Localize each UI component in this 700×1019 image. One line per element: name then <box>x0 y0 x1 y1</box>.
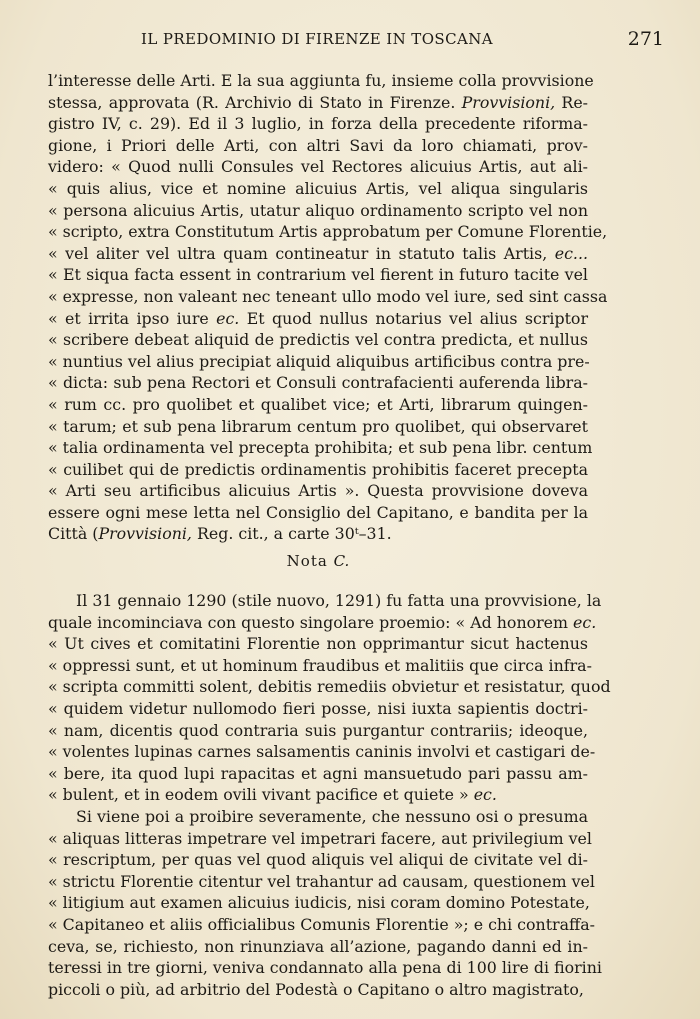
text-line: « tarum; et sub pena librarum centum pro quolibet, qui observaret <box>48 416 588 436</box>
text-line: « vel aliter vel ultra quam contineatur in statuto talis Artis, ec... <box>48 243 588 263</box>
text-line: essere ogni mese letta nel Consiglio del Capitano, e bandita per la <box>48 502 588 522</box>
page-header <box>48 28 664 54</box>
text-line: « scripto, extra Constitutum Artis approbatum per Comune Florentie, <box>48 222 608 242</box>
note-label: Nota <box>286 552 328 570</box>
text-line: « Ut cives et comitatini Florentie non opprimantur sicut hactenus <box>48 634 588 654</box>
text-line: « scribere debeat aliquid de predictis vel contra predicta, et nullus <box>48 330 588 350</box>
text-line: « Arti seu artificibus alicuius Artis ». Questa provvisione doveva <box>48 481 588 501</box>
text-line: Città (Provvisioni, Reg. cit., a carte 30ᵗ–31. <box>48 524 392 544</box>
text-line: piccoli o più, ad arbitrio del Podestà o Capitano o altro magistrato, <box>48 979 584 999</box>
text-line: « nuntius vel alius precipiat aliquid aliquibus artificibus contra pre- <box>48 351 590 371</box>
text-line: « cuilibet qui de predictis ordinamentis prohibitis faceret precepta <box>48 459 588 479</box>
text-line: « strictu Florentie citentur vel trahantur ad causam, questionem vel <box>48 871 595 891</box>
text-line: gistro IV, c. 29). Ed il 3 luglio, in forza della precedente riforma- <box>48 114 588 134</box>
text-line: « quis alius, vice et nomine alicuius Artis, vel aliqua singularis <box>48 178 588 198</box>
note-letter: C. <box>333 552 350 570</box>
text-line: « rescriptum, per quas vel quod aliquis vel aliqui de civitate vel di- <box>48 850 588 870</box>
text-line: teressi in tre giorni, veniva condannato alla pena di 100 lire di fiorini <box>48 958 602 978</box>
text-line: « talia ordinamenta vel precepta prohibita; et sub pena libr. centum <box>48 438 593 458</box>
text-line: Si viene poi a proibire severamente, che nessuno osi o presuma <box>76 806 588 826</box>
text-line: l’interesse delle Arti. E la sua aggiunta fu, insieme colla provvisione <box>48 71 594 90</box>
text-line: « persona alicuius Artis, utatur aliquo ordinamento scripto vel non <box>48 200 588 220</box>
paragraph-nota-c <box>48 590 611 1000</box>
text-line: « dicta: sub pena Rectori et Consuli contrafacienti auferenda libra- <box>48 373 588 393</box>
text-line: « nam, dicentis quod contraria suis purgantur contrariis; ideoque, <box>48 720 588 740</box>
text-line: « Et siqua facta essent in contrarium vel fierent in futuro tacite vel <box>48 265 588 285</box>
paragraph-provvisione-arti <box>48 70 608 545</box>
text-line: « volentes lupinas carnes salsamentis caninis involvi et castigari de- <box>48 742 596 762</box>
text-line: videro: « Quod nulli Consules vel Rectores alicuius Artis, aut ali- <box>48 157 588 177</box>
text-line: « scripta committi solent, debitis remediis obvietur et resistatur, quod <box>48 677 611 697</box>
text-line: gione, i Priori delle Arti, con altri Savi da loro chiamati, prov- <box>48 135 588 155</box>
note-heading <box>48 552 588 570</box>
text-line: « quidem videtur nullomodo fieri posse, nisi iuxta sapientis doctri- <box>48 698 588 718</box>
text-line: « litigium aut examen alicuius iudicis, nisi coram domino Potestate, <box>48 893 590 913</box>
text-line: « expresse, non valeant nec teneant ullo modo vel iure, sed sint cassa <box>48 286 608 306</box>
page-number: 271 <box>627 28 664 50</box>
text-line: ceva, se, richiesto, non rinunziava all’azione, pagando danni ed in- <box>48 936 588 956</box>
text-line: « et irrita ipso iure ec. Et quod nullus notarius vel alius scriptor <box>48 308 588 328</box>
text-line: Il 31 gennaio 1290 (stile nuovo, 1291) fu fatta una provvisione, la <box>76 591 602 610</box>
text-line: « rum cc. pro quolibet et qualibet vice; et Arti, librarum quingen- <box>48 394 588 414</box>
text-line: « Capitaneo et aliis officialibus Comunis Florentie »; e chi contraffa- <box>48 914 595 934</box>
text-line: « oppressi sunt, et ut hominum fraudibus et malitiis que circa infra- <box>48 655 592 675</box>
running-head: IL PREDOMINIO DI FIRENZE IN TOSCANA <box>141 30 493 48</box>
text-line: quale incominciava con questo singolare proemio: « Ad honorem ec. <box>48 612 597 632</box>
text-line: « bere, ita quod lupi rapacitas et agni mansuetudo pari passu am- <box>48 763 588 783</box>
text-line: « bulent, et in eodem ovili vivant pacifice et quiete » ec. <box>48 785 497 805</box>
text-line: stessa, approvata (R. Archivio di Stato in Firenze. Provvisioni, Re- <box>48 92 589 112</box>
text-line: « aliquas litteras impetrare vel impetrari facere, aut privilegium vel <box>48 828 592 848</box>
